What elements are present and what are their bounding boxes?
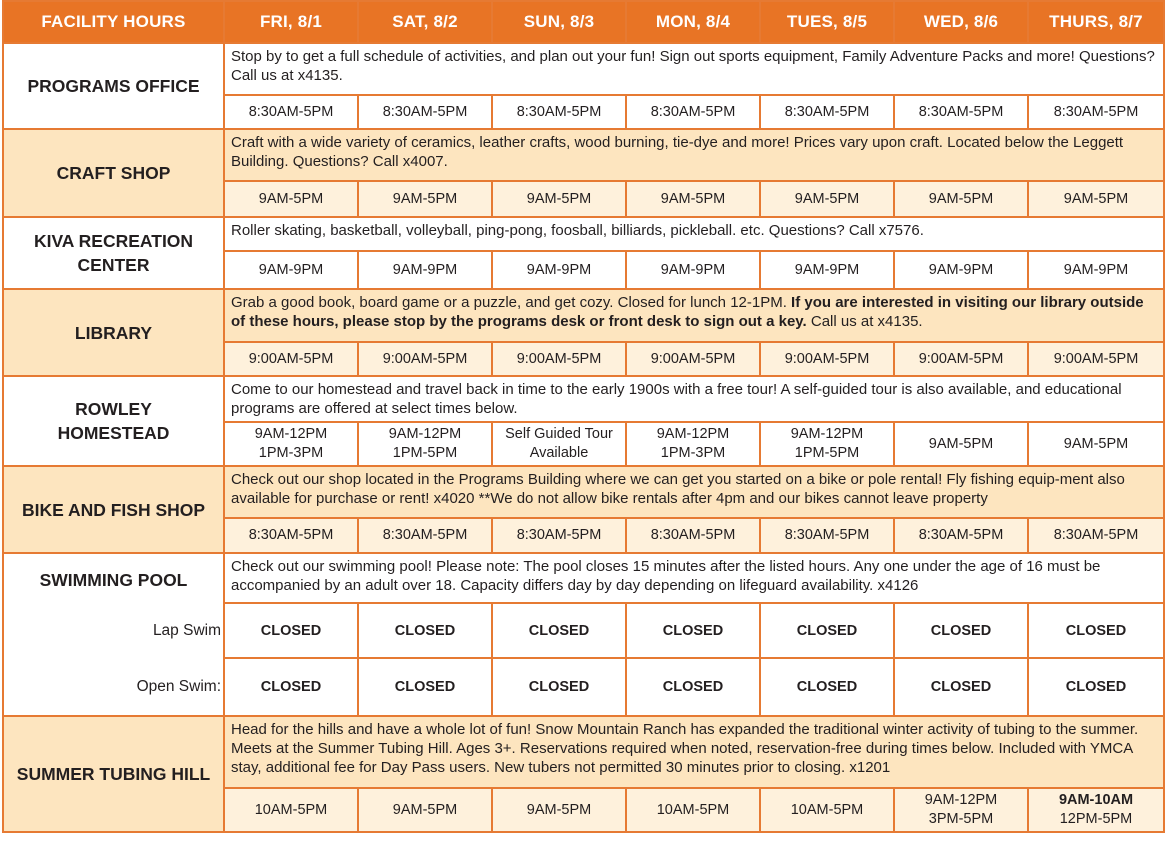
header-row [3,1,1164,43]
tubing-wed-l2: 3PM-5PM [928,811,994,827]
kiva-hours-sat: 9AM-9PM [358,251,492,289]
programs-hours-wed: 8:30AM-5PM [894,95,1028,129]
kiva-name-line1: KIVA RECREATION [33,231,194,251]
craft-hours-thurs: 9AM-5PM [1028,181,1164,217]
rowley-hours-mon [626,422,760,466]
kiva-name-line2: CENTER [77,255,150,275]
rowley-sun-l1: Self Guided Tour [505,426,613,442]
tubing-hours-tues: 10AM-5PM [760,788,894,832]
lap-swim-sun: CLOSED [492,603,626,658]
kiva-hours-wed: 9AM-9PM [894,251,1028,289]
facility-hours-header: FACILITY HOURS [3,1,224,43]
programs-hours-tues: 8:30AM-5PM [760,95,894,129]
library-hours-thurs: 9:00AM-5PM [1028,342,1164,376]
programs-hours-fri: 8:30AM-5PM [224,95,358,129]
craft-shop-description: Craft with a wide variety of ceramics, leather crafts, wood burning, tie-dye and more! Prices vary upon craft. Located below the Leggett Building. Questions? Call x4007. [224,129,1164,181]
library-description [224,289,1164,342]
rowley-fri-l2: 1PM-3PM [258,445,324,461]
rowley-homestead-name [3,376,224,466]
rowley-hours-sat [358,422,492,466]
rowley-name-line1: ROWLEY [75,399,152,419]
rowley-fri-l1: 9AM-12PM [254,426,328,442]
rowley-homestead-description: Come to our homestead and travel back in time to the early 1900s with a free tour! A self-guided tour is also available, and educational programs are offered at select times below. [224,376,1164,422]
lap-swim-label: Lap Swim [3,603,224,658]
bike-hours-tues: 8:30AM-5PM [760,518,894,553]
craft-hours-sun: 9AM-5PM [492,181,626,217]
tubing-hours-fri: 10AM-5PM [224,788,358,832]
rowley-mon-l2: 1PM-3PM [660,445,726,461]
bike-hours-wed: 8:30AM-5PM [894,518,1028,553]
open-swim-sat: CLOSED [358,658,492,716]
lap-swim-tues: CLOSED [760,603,894,658]
programs-office-name: PROGRAMS OFFICE [3,43,224,129]
open-swim-sun: CLOSED [492,658,626,716]
tubing-hours-sat: 9AM-5PM [358,788,492,832]
rowley-hours-tues [760,422,894,466]
tubing-hours-mon: 10AM-5PM [626,788,760,832]
rowley-desc-row [3,376,1164,422]
pool-desc-row [3,553,1164,603]
library-hours-wed: 9:00AM-5PM [894,342,1028,376]
kiva-hours-mon: 9AM-9PM [626,251,760,289]
open-swim-label: Open Swim: [3,658,224,716]
bike-hours-sat: 8:30AM-5PM [358,518,492,553]
open-swim-wed: CLOSED [894,658,1028,716]
bike-fish-shop-description: Check out our shop located in the Programs Building where we can get you started on a bike or pole rental! Fly fishing equip-ment also available for purchase or rent! x4020 **We do not allow bike rentals after 4pm and our bikes cannot leave property [224,466,1164,518]
open-swim-mon: CLOSED [626,658,760,716]
rowley-tues-l2: 1PM-5PM [794,445,860,461]
kiva-hours-thurs: 9AM-9PM [1028,251,1164,289]
kiva-hours-fri: 9AM-9PM [224,251,358,289]
craft-hours-tues: 9AM-5PM [760,181,894,217]
open-swim-fri: CLOSED [224,658,358,716]
day-header-mon: MON, 8/4 [626,1,760,43]
rowley-sat-l2: 1PM-5PM [392,445,458,461]
programs-hours-mon: 8:30AM-5PM [626,95,760,129]
open-swim-row [3,658,1164,716]
bike-desc-row [3,466,1164,518]
programs-hours-thurs: 8:30AM-5PM [1028,95,1164,129]
lap-swim-row [3,603,1164,658]
bike-hours-thurs: 8:30AM-5PM [1028,518,1164,553]
day-header-wed: WED, 8/6 [894,1,1028,43]
swimming-pool-name: SWIMMING POOL [3,553,224,603]
rowley-name-line2: HOMESTEAD [57,423,170,443]
summer-tubing-hill-description: Head for the hills and have a whole lot of fun! Snow Mountain Ranch has expanded the traditional winter activity of tubing to the summer. Meets at the Summer Tubing Hill. Ages 3+. Reservations required when noted, reservation-free during times below. Included with YMCA stay, additional fee for Day Pass users. New tubers not permitted 30 minutes prior to closing. x1201 [224,716,1164,788]
lap-swim-thurs: CLOSED [1028,603,1164,658]
programs-hours-sun: 8:30AM-5PM [492,95,626,129]
open-swim-thurs: CLOSED [1028,658,1164,716]
tubing-wed-l1: 9AM-12PM [924,792,998,808]
rowley-hours-fri [224,422,358,466]
summer-tubing-hill-name: SUMMER TUBING HILL [3,716,224,832]
programs-desc-row [3,43,1164,95]
kiva-description: Roller skating, basketball, volleyball, ping-pong, foosball, billiards, pickleball. etc. Questions? Call x7576. [224,217,1164,251]
bike-fish-shop-name: BIKE AND FISH SHOP [3,466,224,553]
lap-swim-mon: CLOSED [626,603,760,658]
rowley-sat-l1: 9AM-12PM [388,426,462,442]
craft-hours-fri: 9AM-5PM [224,181,358,217]
rowley-hours-sun [492,422,626,466]
library-hours-sun: 9:00AM-5PM [492,342,626,376]
library-hours-sat: 9:00AM-5PM [358,342,492,376]
programs-hours-sat: 8:30AM-5PM [358,95,492,129]
day-header-sun: SUN, 8/3 [492,1,626,43]
library-hours-fri: 9:00AM-5PM [224,342,358,376]
library-hours-mon: 9:00AM-5PM [626,342,760,376]
day-header-fri: FRI, 8/1 [224,1,358,43]
rowley-tues-l1: 9AM-12PM [790,426,864,442]
facility-hours-table [2,0,1165,833]
rowley-hours-wed: 9AM-5PM [894,422,1028,466]
rowley-hours-thurs: 9AM-5PM [1028,422,1164,466]
bike-hours-fri: 8:30AM-5PM [224,518,358,553]
open-swim-tues: CLOSED [760,658,894,716]
programs-office-description: Stop by to get a full schedule of activities, and plan out your fun! Sign out sports equipment, Family Adventure Packs and more! Questions? Call us at x4135. [224,43,1164,95]
library-desc-row [3,289,1164,342]
day-header-thurs: THURS, 8/7 [1028,1,1164,43]
kiva-hours-sun: 9AM-9PM [492,251,626,289]
library-hours-tues: 9:00AM-5PM [760,342,894,376]
tubing-thurs-l2: 12PM-5PM [1059,811,1133,827]
day-header-tues: TUES, 8/5 [760,1,894,43]
library-desc-tail: Call us at x4135. [806,313,923,330]
lap-swim-wed: CLOSED [894,603,1028,658]
tubing-hours-wed [894,788,1028,832]
rowley-sun-l2: Available [529,445,589,461]
tubing-hours-sun: 9AM-5PM [492,788,626,832]
day-header-sat: SAT, 8/2 [358,1,492,43]
bike-hours-sun: 8:30AM-5PM [492,518,626,553]
library-name: LIBRARY [3,289,224,376]
kiva-recreation-center-name [3,217,224,289]
kiva-hours-tues: 9AM-9PM [760,251,894,289]
craft-shop-name: CRAFT SHOP [3,129,224,217]
swimming-pool-description: Check out our swimming pool! Please note: The pool closes 15 minutes after the listed hours. Any one under the age of 16 must be accompanied by an adult over 18. Capacity differs day by day depending on lifeguard availability. x4126 [224,553,1164,603]
library-desc-bold: If you are interested in visiting our library outside of these hours, please stop by the programs desk or front desk to sign out a key. [231,294,1144,330]
craft-hours-wed: 9AM-5PM [894,181,1028,217]
craft-desc-row [3,129,1164,181]
tubing-thurs-l1: 9AM-10AM [1058,792,1134,808]
tubing-desc-row [3,716,1164,788]
craft-hours-mon: 9AM-5PM [626,181,760,217]
rowley-mon-l1: 9AM-12PM [656,426,730,442]
lap-swim-sat: CLOSED [358,603,492,658]
craft-hours-sat: 9AM-5PM [358,181,492,217]
kiva-desc-row [3,217,1164,251]
lap-swim-fri: CLOSED [224,603,358,658]
bike-hours-mon: 8:30AM-5PM [626,518,760,553]
library-desc-plain: Grab a good book, board game or a puzzle, and get cozy. Closed for lunch 12-1PM. [231,294,792,311]
tubing-hours-thurs [1028,788,1164,832]
